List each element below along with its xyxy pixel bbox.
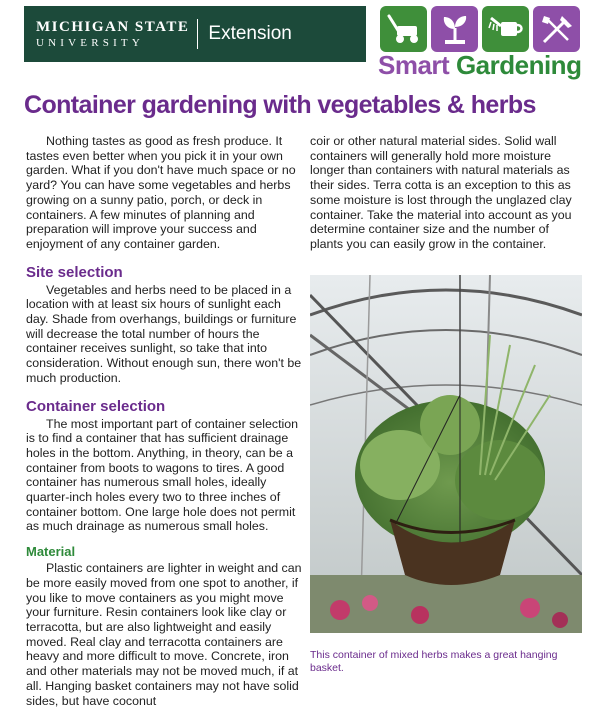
smart-gardening-icons <box>380 6 580 52</box>
msu-line-2: UNIVERSITY <box>36 36 144 49</box>
intro-paragraph: Nothing tastes as good as fresh produce. It tastes even better when you pick it in your own garden. What if you don't have much space or no yard? You can have some vegetables and herbs growing on a sunny patio, porch, or deck in containers. A few minutes of planning and preparation will improve your success and enjoyment of any container garden. <box>26 134 296 251</box>
brand-gardening: Gardening <box>455 50 582 80</box>
lawnmower-icon <box>380 6 427 52</box>
watering-can-icon <box>482 6 529 52</box>
hanging-basket-photo <box>310 275 582 633</box>
photo-caption: This container of mixed herbs makes a great hanging basket. <box>310 649 558 674</box>
site-selection-heading: Site selection <box>26 263 123 281</box>
material-continued: coir or other natural material sides. Solid wall containers will generally hold more moisture longer than containers with natural materials as their sides. Terra cotta is an exception to this as some moisture is lost through the unglazed clay container. Take the material into account as you determine container size and the number of plants you can easily grow in the container. <box>310 134 572 251</box>
container-selection-heading: Container selection <box>26 397 166 415</box>
seedling-icon <box>431 6 478 52</box>
extension-label: Extension <box>208 23 292 44</box>
right-column <box>310 134 582 252</box>
material-body: Plastic containers are lighter in weight and can be more easily moved from one spot to another, if you like to move containers as you might move your furniture. Resin containers look like clay or terracotta, but are also lightweight and easily moved. Real clay and terracotta containers are heavy and more difficult to move. Concrete, iron and other materials may not be moved much, if at all. Hanging basket containers may not have solid sides, but have coconut <box>26 561 302 708</box>
left-column <box>26 134 302 708</box>
msu-wordmark <box>36 20 189 49</box>
brand-smart: Smart <box>378 50 450 80</box>
garden-tools-icon <box>533 6 580 52</box>
container-selection-body: The most important part of container selection is to find a container that has sufficient drainage holes in the bottom. Anything, in theory, can be a container from boots to wagons to tires. A good container has numerous small holes, ideally quarter-inch holes every two to three inches of container bottom. One large hole does not permit as much drainage as numerous small holes. <box>26 416 299 534</box>
smart-gardening-logo <box>378 52 588 78</box>
msu-extension-banner <box>24 6 366 62</box>
material-heading: Material <box>26 544 76 560</box>
banner-divider <box>197 19 198 49</box>
site-selection-body: Vegetables and herbs need to be placed in a location with at least six hours of sunlight each day. Shade from overhangs, buildings or furniture will decrease the total number of hours the container receives sunlight, so take that into consideration. Without enough sun, there won't be much production. <box>26 282 302 385</box>
msu-line-1: MICHIGAN STATE <box>36 18 190 35</box>
page-title: Container gardening with vegetables & herbs <box>24 91 536 119</box>
